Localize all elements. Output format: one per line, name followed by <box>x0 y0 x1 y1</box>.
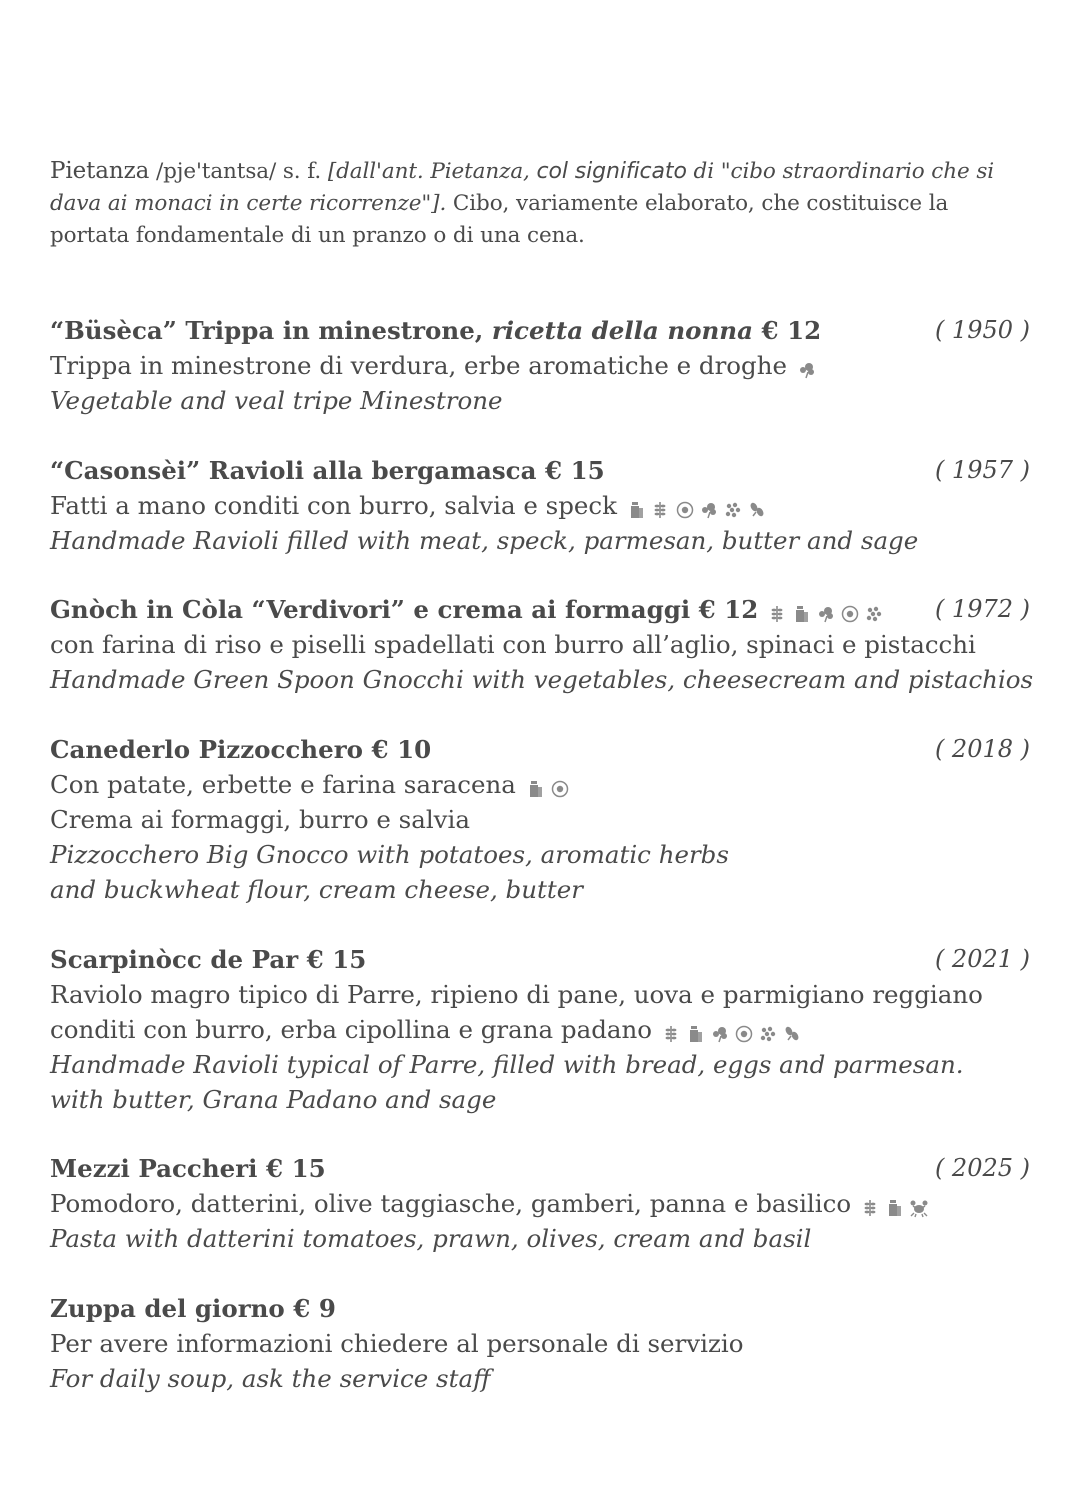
egg-icon <box>550 779 570 799</box>
gluten-icon <box>861 1198 881 1218</box>
menu-item <box>50 453 1030 558</box>
egg-icon <box>840 604 860 624</box>
dish-description-en: Handmade Green Spoon Gnocchi with vegetables, cheesecream and pistachios <box>50 665 1034 694</box>
dish-description: Trippa in minestrone di verdura, erbe aromatiche e droghe <box>50 351 788 380</box>
dish-description: Raviolo magro tipico di Parre, ripieno di pane, uova e parmigiano reggiano <box>50 980 983 1009</box>
gluten-icon <box>651 500 671 520</box>
dish-description: Pomodoro, datterini, olive taggiasche, gamberi, panna e basilico <box>50 1189 852 1218</box>
allergen-icons <box>797 350 821 385</box>
allergen-icons <box>627 490 771 525</box>
dish-description-en: Vegetable and veal tripe Minestrone <box>50 386 503 415</box>
milk-icon <box>627 500 647 520</box>
intro-etymology: [dall'ant. Pietanza, <box>327 159 537 184</box>
allergen-icons <box>861 1188 933 1223</box>
crustacean-icon <box>909 1198 929 1218</box>
dish-description-en: and buckwheat flour, cream cheese, butter <box>50 875 583 904</box>
dish-description: Fatti a mano conditi con burro, salvia e speck <box>50 491 617 520</box>
milk-icon <box>686 1024 706 1044</box>
dish-title: Mezzi Paccheri € 15 <box>50 1154 326 1183</box>
intro-headword: Pietanza <box>50 158 150 184</box>
dish-description: conditi con burro, erba cipollina e grana padano <box>50 1015 653 1044</box>
milk-icon <box>885 1198 905 1218</box>
intro-definition <box>50 155 1025 252</box>
allergen-icons <box>768 594 888 629</box>
mustard-icon <box>758 1024 778 1044</box>
intro-pronunciation: /pje'tantsa/ s. f. <box>149 159 328 184</box>
menu-item <box>50 313 1030 418</box>
milk-icon <box>792 604 812 624</box>
intro-meaning: Cibo, variamente elaborato, che costituisce la portata fondamentale di un pranzo o di una cena. <box>50 191 949 248</box>
dish-year: ( 2021 ) <box>934 945 1030 973</box>
milk-icon <box>526 779 546 799</box>
egg-icon <box>734 1024 754 1044</box>
dish-year: ( 1957 ) <box>934 456 1030 484</box>
dish-title: Gnòch in Còla “Verdivori” e crema ai formaggi € 12 <box>50 595 759 624</box>
menu-item <box>50 1151 1030 1256</box>
dish-title: Zuppa del giorno € 9 <box>50 1294 336 1323</box>
dish-year: ( 2018 ) <box>934 735 1030 763</box>
dish-title: Scarpinòcc de Par € 15 <box>50 945 367 974</box>
dish-title: Canederlo Pizzocchero € 10 <box>50 735 432 764</box>
mustard-icon <box>864 604 884 624</box>
celery-icon <box>797 360 817 380</box>
celery-icon <box>816 604 836 624</box>
dish-year: ( 1950 ) <box>934 316 1030 344</box>
dish-description-en: Handmade Ravioli filled with meat, speck, parmesan, butter and sage <box>50 526 919 555</box>
allergen-icons <box>526 769 574 804</box>
menu-item <box>50 942 1030 1117</box>
dish-description-en: Handmade Ravioli typical of Parre, filled with bread, eggs and parmesan. <box>50 1050 964 1079</box>
dish-description: Con patate, erbette e farina saracena <box>50 770 516 799</box>
menu-item <box>50 1291 1030 1396</box>
dish-description-en: Pizzocchero Big Gnocco with potatoes, aromatic herbs <box>50 840 729 869</box>
dish-title: “Casonsèi” Ravioli alla bergamasca € 15 <box>50 456 605 485</box>
dish-year: ( 2025 ) <box>934 1154 1030 1182</box>
dish-description: Crema ai formaggi, burro e salvia <box>50 805 470 834</box>
celery-icon <box>710 1024 730 1044</box>
mustard-icon <box>723 500 743 520</box>
celery-icon <box>699 500 719 520</box>
menu-item <box>50 592 1034 697</box>
gluten-icon <box>768 604 788 624</box>
dish-description: con farina di riso e piselli spadellati con burro all’aglio, spinaci e pistacchi <box>50 630 976 659</box>
intro-etymology-rest: di "cibo straordinario che si dava ai monaci in certe ricorrenze"]. <box>50 159 995 216</box>
dish-description: Per avere informazioni chiedere al personale di servizio <box>50 1329 744 1358</box>
dish-title: “Büsèca” Trippa in minestrone, ricetta della nonna € 12 <box>50 316 822 345</box>
dish-description-en: Pasta with datterini tomatoes, prawn, olives, cream and basil <box>50 1224 812 1253</box>
allergen-icons <box>662 1014 806 1049</box>
menu-item <box>50 732 1030 907</box>
gluten-icon <box>662 1024 682 1044</box>
sesame-icon <box>782 1024 802 1044</box>
sesame-icon <box>747 500 767 520</box>
dish-description-en: For daily soup, ask the service staff <box>50 1364 491 1393</box>
egg-icon <box>675 500 695 520</box>
dish-year: ( 1972 ) <box>934 595 1030 623</box>
dish-description-en: with butter, Grana Padano and sage <box>50 1085 497 1114</box>
intro-etymology-sans: col significato <box>536 159 687 184</box>
